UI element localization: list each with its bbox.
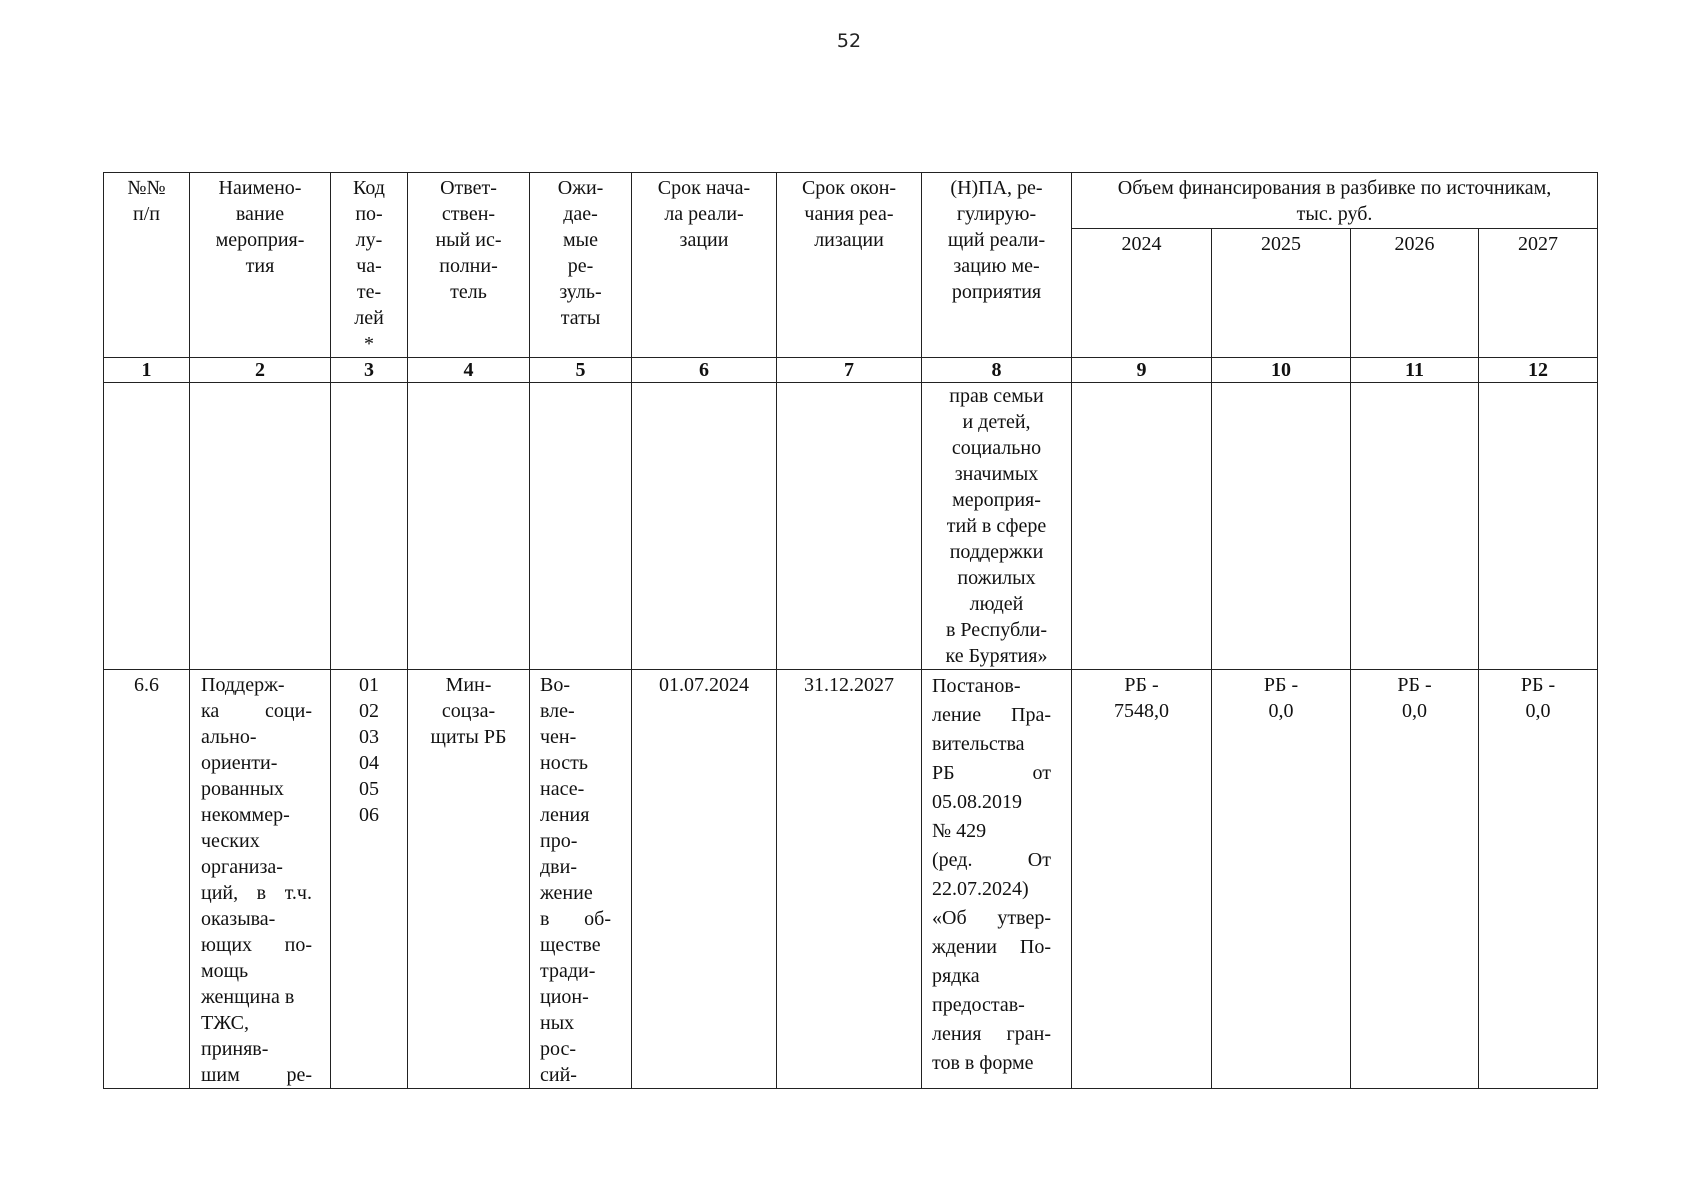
funding-2025-cell: РБ - 0,0 [1212,670,1351,1089]
header-year-2025: 2025 [1212,228,1351,357]
column-number: 2 [190,358,331,383]
activity-name-cell: Поддерж- ка соци- ально- ориенти- рованных некоммер- ческих организа- ций, в т.ч. оказыва- ющих по- мощь женщина в ТЖС, приняв- шим ре- [190,670,331,1089]
funding-2026-cell: РБ - 0,0 [1351,670,1479,1089]
column-number: 9 [1072,358,1212,383]
column-number: 8 [922,358,1072,383]
header-row [104,173,1598,229]
table-cell [1072,383,1212,670]
header-financing: Объем финансирования в разбивке по источникам, тыс. руб. [1072,173,1598,229]
regulation-continuation-cell: прав семьи и детей, социально значимых мероприя- тий в сфере поддержки пожилых людей в Республи- ке Бурятия» [922,383,1072,670]
funding-2027-cell: РБ - 0,0 [1479,670,1598,1089]
header-number: №№ п/п [104,173,190,358]
table-cell [1479,383,1598,670]
start-date-cell: 01.07.2024 [632,670,777,1089]
header-executor: Ответ- ствен- ный ис- полни- тель [408,173,530,358]
header-year-2027: 2027 [1479,228,1598,357]
header-year-2024: 2024 [1072,228,1212,357]
row-number-cell: 6.6 [104,670,190,1089]
page-number: 52 [836,30,862,52]
header-regulation: (Н)ПА, ре- гулирую- щий реали- зацию ме- роприятия [922,173,1072,358]
column-number: 12 [1479,358,1598,383]
table-cell [1351,383,1479,670]
regulation-cell: Постанов- ление Пра- вительства РБ от 05.08.2019 № 429 (ред. От 22.07.2024) «Об утвер- ждении По- рядка предостав- ления гран- тов в форме [922,670,1072,1089]
header-year-2026: 2026 [1351,228,1479,357]
column-number: 11 [1351,358,1479,383]
column-number: 6 [632,358,777,383]
table-cell [104,383,190,670]
executor-cell: Мин- соцза- щиты РБ [408,670,530,1089]
header-end-date: Срок окон- чания реа- лизации [777,173,922,358]
header-expected-results: Ожи- дае- мые ре- зуль- таты [530,173,632,358]
table-cell [408,383,530,670]
recipient-codes-cell: 01 02 03 04 05 06 [331,670,408,1089]
column-number: 3 [331,358,408,383]
table-row-6-6 [104,670,1598,1089]
end-date-cell: 31.12.2027 [777,670,922,1089]
program-table [103,172,1598,1089]
table-cell [530,383,632,670]
column-number: 10 [1212,358,1351,383]
table-cell [190,383,331,670]
column-number: 1 [104,358,190,383]
table-cell [777,383,922,670]
header-name: Наимено- вание мероприя- тия [190,173,331,358]
table-cell [331,383,408,670]
header-start-date: Срок нача- ла реали- зации [632,173,777,358]
header-recipient-code: Код по- лу- ча- те- лей * [331,173,408,358]
table-cell [1212,383,1351,670]
column-numbers-row [104,358,1598,383]
column-number: 5 [530,358,632,383]
column-number: 4 [408,358,530,383]
table-cell [632,383,777,670]
column-number: 7 [777,358,922,383]
expected-results-cell: Во- вле- чен- ность насе- ления про- дви- жение в об- ществе тради- цион- ных рос- сий- [530,670,632,1089]
funding-2024-cell: РБ - 7548,0 [1072,670,1212,1089]
table-row-continuation [104,383,1598,670]
